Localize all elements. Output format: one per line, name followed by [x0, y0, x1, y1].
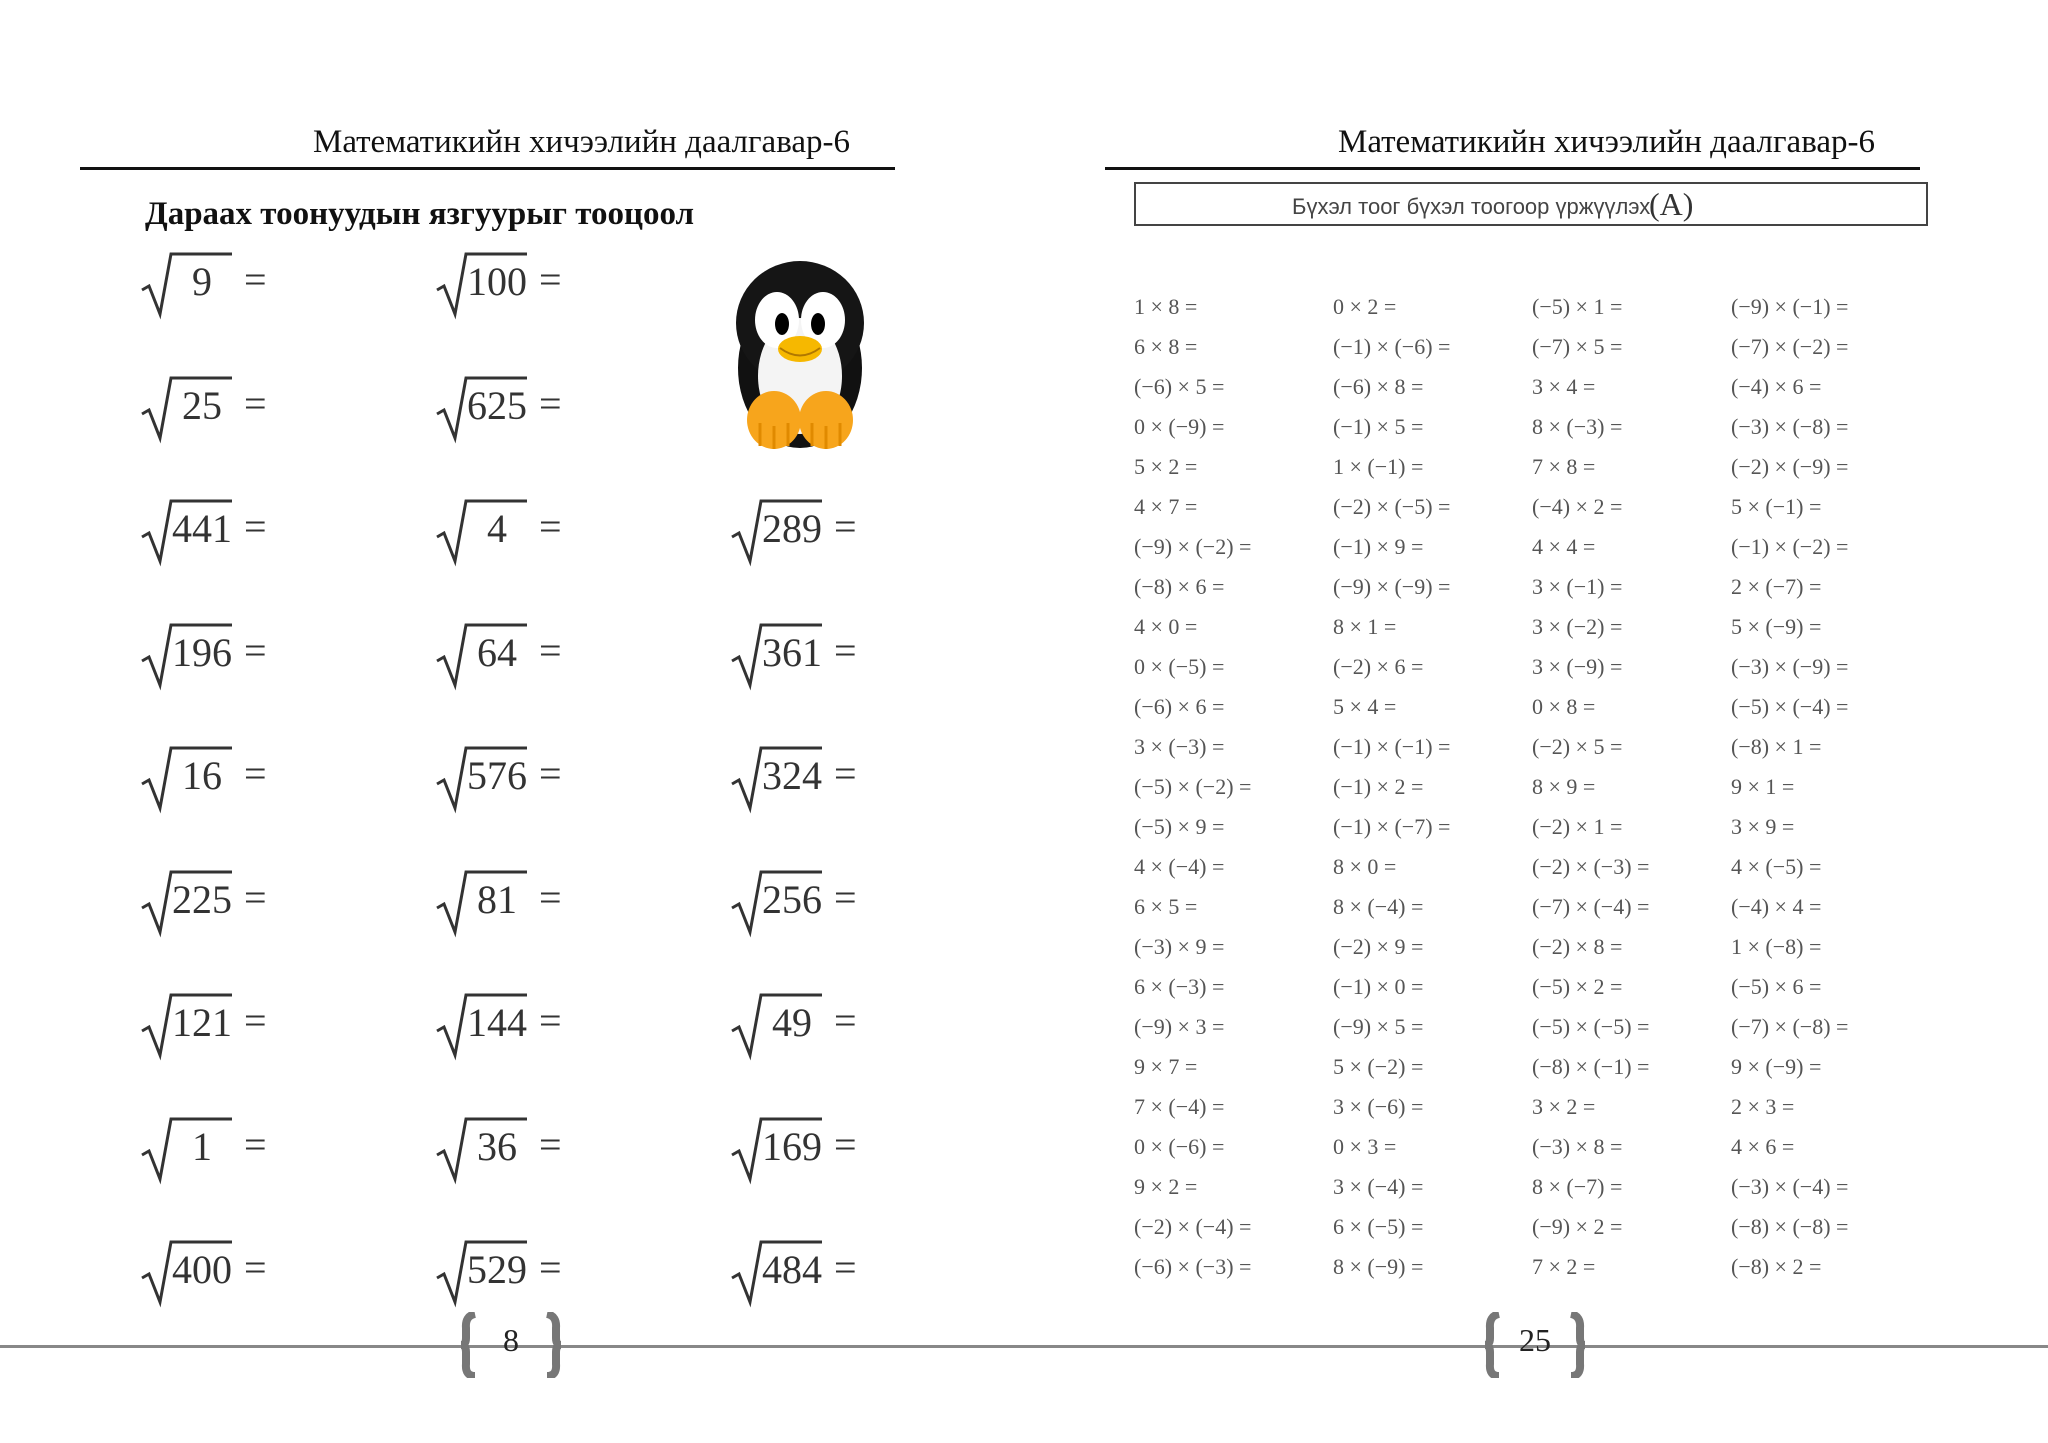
equals-sign: = — [244, 751, 267, 796]
sqrt-exercise — [140, 1236, 310, 1306]
multiplication-equation: 7 × (−4) = — [1134, 1094, 1225, 1119]
sqrt-exercise — [435, 619, 605, 689]
multiplication-equation: (−5) × 6 = — [1731, 974, 1822, 999]
page-number-bracket — [461, 1312, 561, 1378]
multiplication-equation: (−5) × (−5) = — [1532, 1014, 1650, 1039]
multiplication-equation: 5 × 4 = — [1333, 694, 1397, 719]
multiplication-equation: 4 × 6 = — [1731, 1134, 1795, 1159]
multiplication-equation: 0 × (−6) = — [1134, 1134, 1225, 1159]
multiplication-equation: (−2) × (−5) = — [1333, 494, 1451, 519]
multiplication-equation: 6 × (−3) = — [1134, 974, 1225, 999]
equals-sign: = — [539, 751, 562, 796]
radicand: 169 — [762, 1124, 822, 1169]
radicand: 196 — [172, 630, 232, 675]
multiplication-equation: (−6) × (−3) = — [1134, 1254, 1252, 1279]
multiplication-equation: 3 × (−1) = — [1532, 574, 1623, 599]
multiplication-equation: (−4) × 6 = — [1731, 374, 1822, 399]
equals-sign: = — [244, 1122, 267, 1167]
multiplication-equation: 3 × (−3) = — [1134, 734, 1225, 759]
sqrt-exercise — [730, 742, 900, 812]
multiplication-equation: (−2) × 9 = — [1333, 934, 1424, 959]
multiplication-equation: (−6) × 5 = — [1134, 374, 1225, 399]
multiplication-equation: (−3) × 9 = — [1134, 934, 1225, 959]
multiplication-equation: 8 × (−7) = — [1532, 1174, 1623, 1199]
multiplication-equation: 8 × 9 = — [1532, 774, 1596, 799]
multiplication-equation: 8 × (−9) = — [1333, 1254, 1424, 1279]
sqrt-exercise — [435, 1236, 605, 1306]
multiplication-equation: 3 × 4 = — [1532, 374, 1596, 399]
sqrt-exercise — [140, 372, 310, 442]
multiplication-equation: (−6) × 8 = — [1333, 374, 1424, 399]
radicand: 361 — [762, 630, 822, 675]
penguin-illustration — [730, 248, 870, 453]
radicand: 225 — [172, 877, 232, 922]
multiplication-equation: 5 × (−1) = — [1731, 494, 1822, 519]
multiplication-equation: (−8) × (−8) = — [1731, 1214, 1849, 1239]
header-title: Математикийн хичээлийн даалгавар-6 — [313, 124, 850, 160]
sqrt-exercise — [435, 866, 605, 936]
equals-sign: = — [539, 1122, 562, 1167]
equation-column-2 — [1333, 287, 1450, 1287]
multiplication-equation: (−8) × 2 = — [1731, 1254, 1822, 1279]
sqrt-exercise — [435, 372, 605, 442]
radicand: 324 — [762, 753, 822, 798]
multiplication-equation: (−1) × (−1) = — [1333, 734, 1451, 759]
radicand: 25 — [182, 383, 222, 428]
equals-sign: = — [539, 504, 562, 549]
multiplication-equation: (−8) × (−1) = — [1532, 1054, 1650, 1079]
multiplication-equation: (−9) × 3 = — [1134, 1014, 1225, 1039]
header-rule — [80, 167, 895, 170]
multiplication-equation: (−6) × 6 = — [1134, 694, 1225, 719]
multiplication-equation: 1 × 8 = — [1134, 294, 1198, 319]
multiplication-equation: (−2) × 6 = — [1333, 654, 1424, 679]
equals-sign: = — [539, 628, 562, 673]
radicand: 289 — [762, 506, 822, 551]
radicand: 441 — [172, 506, 232, 551]
sqrt-exercise — [140, 742, 310, 812]
multiplication-equation: 4 × (−5) = — [1731, 854, 1822, 879]
multiplication-equation: 4 × 4 = — [1532, 534, 1596, 559]
equals-sign: = — [244, 257, 267, 302]
multiplication-equation: (−3) × 8 = — [1532, 1134, 1623, 1159]
multiplication-equation: 8 × (−3) = — [1532, 414, 1623, 439]
multiplication-equation: 5 × (−9) = — [1731, 614, 1822, 639]
radicand: 400 — [172, 1247, 232, 1292]
equals-sign: = — [244, 875, 267, 920]
equals-sign: = — [244, 504, 267, 549]
sqrt-exercise — [435, 989, 605, 1059]
multiplication-equation: (−2) × 5 = — [1532, 734, 1623, 759]
multiplication-equation: (−7) × (−8) = — [1731, 1014, 1849, 1039]
multiplication-equation: 8 × 1 = — [1333, 614, 1397, 639]
equals-sign: = — [834, 628, 857, 673]
radicand: 529 — [467, 1247, 527, 1292]
multiplication-equation: (−4) × 2 = — [1532, 494, 1623, 519]
multiplication-equation: 3 × 2 = — [1532, 1094, 1596, 1119]
multiplication-equation: 4 × 0 = — [1134, 614, 1198, 639]
multiplication-equation: 9 × (−9) = — [1731, 1054, 1822, 1079]
multiplication-equation: 2 × 3 = — [1731, 1094, 1795, 1119]
multiplication-equation: 9 × 1 = — [1731, 774, 1795, 799]
radicand: 484 — [762, 1247, 822, 1292]
sqrt-exercise — [730, 1236, 900, 1306]
multiplication-equation: 4 × (−4) = — [1134, 854, 1225, 879]
multiplication-equation: (−5) × 1 = — [1532, 294, 1623, 319]
sqrt-exercise — [730, 619, 900, 689]
multiplication-equation: 0 × (−9) = — [1134, 414, 1225, 439]
multiplication-equation: 0 × 3 = — [1333, 1134, 1397, 1159]
multiplication-equation: (−1) × (−7) = — [1333, 814, 1451, 839]
radicand: 625 — [467, 383, 527, 428]
multiplication-equation: (−1) × 9 = — [1333, 534, 1424, 559]
multiplication-equation: 0 × 8 = — [1532, 694, 1596, 719]
multiplication-equation: (−2) × (−3) = — [1532, 854, 1650, 879]
multiplication-equation: 6 × (−5) = — [1333, 1214, 1424, 1239]
equation-column-3 — [1532, 287, 1649, 1287]
multiplication-equation: 5 × 2 = — [1134, 454, 1198, 479]
radicand: 81 — [477, 877, 517, 922]
page-number-bracket — [1485, 1312, 1585, 1378]
multiplication-equation: 1 × (−1) = — [1333, 454, 1424, 479]
radicand: 36 — [477, 1124, 517, 1169]
sqrt-exercise — [435, 742, 605, 812]
radicand: 4 — [487, 506, 507, 551]
sqrt-exercise — [140, 989, 310, 1059]
radicand: 9 — [192, 259, 212, 304]
sqrt-exercise — [435, 1113, 605, 1183]
multiplication-equation: (−1) × 5 = — [1333, 414, 1424, 439]
multiplication-equation: 4 × 7 = — [1134, 494, 1198, 519]
radicand: 121 — [172, 1000, 232, 1045]
equation-column-4 — [1731, 287, 1848, 1287]
equals-sign: = — [834, 1122, 857, 1167]
multiplication-equation: (−7) × (−2) = — [1731, 334, 1849, 359]
page-number: 8 — [503, 1322, 519, 1358]
multiplication-equation: (−3) × (−8) = — [1731, 414, 1849, 439]
header-rule — [1105, 167, 1920, 170]
radicand: 64 — [477, 630, 517, 675]
multiplication-equation: 7 × 8 = — [1532, 454, 1596, 479]
multiplication-equation: (−1) × (−6) = — [1333, 334, 1451, 359]
equals-sign: = — [539, 998, 562, 1043]
multiplication-equation: (−3) × (−9) = — [1731, 654, 1849, 679]
multiplication-equation: 9 × 7 = — [1134, 1054, 1198, 1079]
multiplication-equation: (−9) × (−9) = — [1333, 574, 1451, 599]
multiplication-equation: (−9) × (−1) = — [1731, 294, 1849, 319]
sqrt-exercise — [435, 248, 605, 318]
sqrt-exercise — [140, 495, 310, 565]
multiplication-equation: (−8) × 1 = — [1731, 734, 1822, 759]
multiplication-equation: 6 × 8 = — [1134, 334, 1198, 359]
instruction-text: Дараах тоонуудын язгуурыг тооцоол — [145, 196, 695, 232]
multiplication-equation: 7 × 2 = — [1532, 1254, 1596, 1279]
multiplication-equation: 3 × (−6) = — [1333, 1094, 1424, 1119]
radicand: 256 — [762, 877, 822, 922]
multiplication-equation: 9 × 2 = — [1134, 1174, 1198, 1199]
radicand: 144 — [467, 1000, 527, 1045]
equals-sign: = — [834, 751, 857, 796]
sqrt-exercise — [730, 866, 900, 936]
header-title: Математикийн хичээлийн даалгавар-6 — [1338, 124, 1875, 160]
multiplication-equation: 3 × 9 = — [1731, 814, 1795, 839]
exercise-variant: (A) — [1649, 186, 1694, 222]
multiplication-equation: (−3) × (−4) = — [1731, 1174, 1849, 1199]
multiplication-equation: 8 × (−4) = — [1333, 894, 1424, 919]
radicand: 576 — [467, 753, 527, 798]
multiplication-equation: (−5) × 9 = — [1134, 814, 1225, 839]
page-number: 25 — [1519, 1322, 1551, 1358]
multiplication-equation: 2 × (−7) = — [1731, 574, 1822, 599]
equals-sign: = — [834, 998, 857, 1043]
multiplication-equation: 1 × (−8) = — [1731, 934, 1822, 959]
multiplication-equation: (−5) × (−4) = — [1731, 694, 1849, 719]
multiplication-equation: (−9) × 2 = — [1532, 1214, 1623, 1239]
multiplication-equation: 5 × (−2) = — [1333, 1054, 1424, 1079]
equals-sign: = — [834, 875, 857, 920]
equals-sign: = — [539, 381, 562, 426]
multiplication-equation: (−9) × (−2) = — [1134, 534, 1252, 559]
multiplication-equation: 6 × 5 = — [1134, 894, 1198, 919]
multiplication-equation: (−2) × (−4) = — [1134, 1214, 1252, 1239]
equals-sign: = — [539, 1245, 562, 1290]
sqrt-exercise — [140, 248, 310, 318]
exercise-title-box — [1134, 182, 1928, 226]
multiplication-equation: (−5) × (−2) = — [1134, 774, 1252, 799]
multiplication-equation: 0 × (−5) = — [1134, 654, 1225, 679]
multiplication-equation: (−1) × 0 = — [1333, 974, 1424, 999]
radicand: 49 — [772, 1000, 812, 1045]
multiplication-equation: (−2) × 1 = — [1532, 814, 1623, 839]
equals-sign: = — [244, 998, 267, 1043]
multiplication-equation: 3 × (−2) = — [1532, 614, 1623, 639]
multiplication-equation: 3 × (−4) = — [1333, 1174, 1424, 1199]
multiplication-equation: (−7) × 5 = — [1532, 334, 1623, 359]
radicand: 16 — [182, 753, 222, 798]
equals-sign: = — [539, 257, 562, 302]
multiplication-equation: (−8) × 6 = — [1134, 574, 1225, 599]
multiplication-equation: (−4) × 4 = — [1731, 894, 1822, 919]
multiplication-equation: 3 × (−9) = — [1532, 654, 1623, 679]
equals-sign: = — [244, 1245, 267, 1290]
radicand: 100 — [467, 259, 527, 304]
multiplication-equation: (−1) × 2 = — [1333, 774, 1424, 799]
multiplication-equation: (−9) × 5 = — [1333, 1014, 1424, 1039]
multiplication-equation: (−5) × 2 = — [1532, 974, 1623, 999]
sqrt-exercise — [730, 495, 900, 565]
sqrt-exercise — [730, 989, 900, 1059]
sqrt-exercise — [730, 1113, 900, 1183]
multiplication-equation: 0 × 2 = — [1333, 294, 1397, 319]
equation-column-1 — [1134, 287, 1251, 1287]
multiplication-equation: (−1) × (−2) = — [1731, 534, 1849, 559]
equals-sign: = — [834, 504, 857, 549]
multiplication-equation: 8 × 0 = — [1333, 854, 1397, 879]
multiplication-equation: (−2) × 8 = — [1532, 934, 1623, 959]
sqrt-exercise — [435, 495, 605, 565]
equals-sign: = — [244, 381, 267, 426]
equals-sign: = — [244, 628, 267, 673]
multiplication-equation: (−7) × (−4) = — [1532, 894, 1650, 919]
multiplication-equation: (−2) × (−9) = — [1731, 454, 1849, 479]
sqrt-exercise — [140, 866, 310, 936]
exercise-title: Бүхэл тоог бүхэл тоогоор үржүүлэх — [1292, 194, 1651, 219]
equals-sign: = — [539, 875, 562, 920]
sqrt-exercise — [140, 1113, 310, 1183]
radicand: 1 — [192, 1124, 212, 1169]
equals-sign: = — [834, 1245, 857, 1290]
sqrt-exercise — [140, 619, 310, 689]
